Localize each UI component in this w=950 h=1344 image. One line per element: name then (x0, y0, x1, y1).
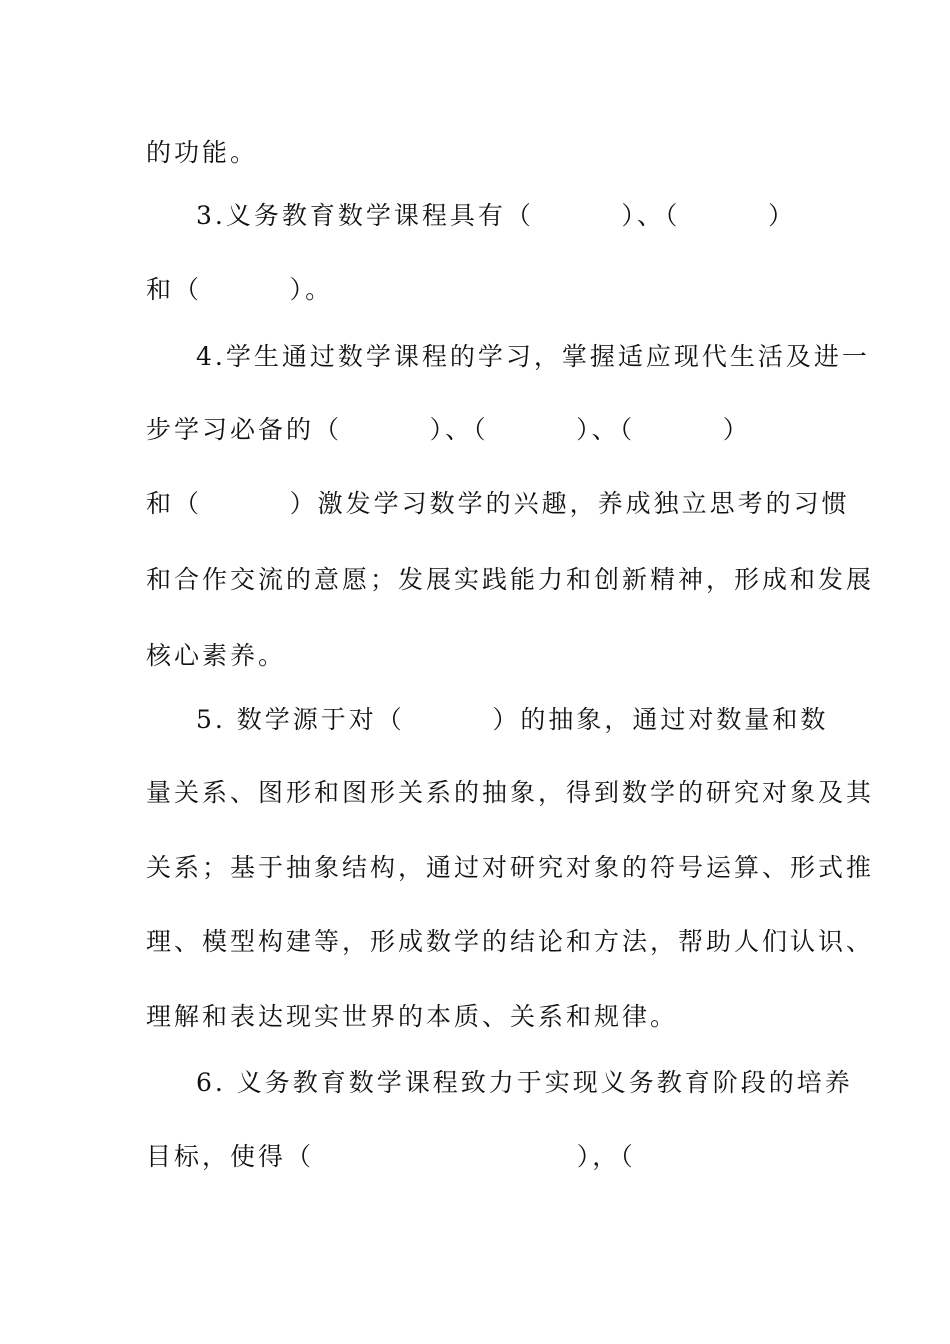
question-5-line-3: 关系；基于抽象结构，通过对研究对象的符号运算、形式推 (146, 853, 875, 882)
question-4-line-2: 步学习必备的（ ）、（ ）、（ ） (146, 415, 751, 444)
question-3-line-1: 3.义务教育数学课程具有（ ）、（ ） (196, 201, 797, 230)
question-5-line-1: 5. 数学源于对（ ）的抽象，通过对数量和数 (196, 705, 829, 734)
question-6-line-1: 6. 义务教育数学课程致力于实现义务教育阶段的培养 (196, 1068, 853, 1097)
question-6-line-2: 目标，使得（ ），（ (146, 1142, 636, 1171)
question-4-line-3: 和（ ）激发学习数学的兴趣，养成独立思考的习惯 (146, 489, 850, 518)
question-5-line-2: 量关系、图形和图形关系的抽象，得到数学的研究对象及其 (146, 778, 875, 807)
question-3-line-2: 和（ ）。 (146, 275, 334, 304)
text-line-1: 的功能。 (146, 138, 259, 167)
question-5-line-5: 理解和表达现实世界的本质、关系和规律。 (146, 1002, 679, 1031)
question-5-line-4: 理、模型构建等，形成数学的结论和方法，帮助人们认识、 (146, 927, 875, 956)
question-4-line-4: 和合作交流的意愿；发展实践能力和创新精神，形成和发展 (146, 565, 875, 594)
question-4-line-1: 4.学生通过数学课程的学习，掌握适应现代生活及进一 (196, 342, 870, 371)
question-4-line-5: 核心素养。 (146, 641, 287, 670)
